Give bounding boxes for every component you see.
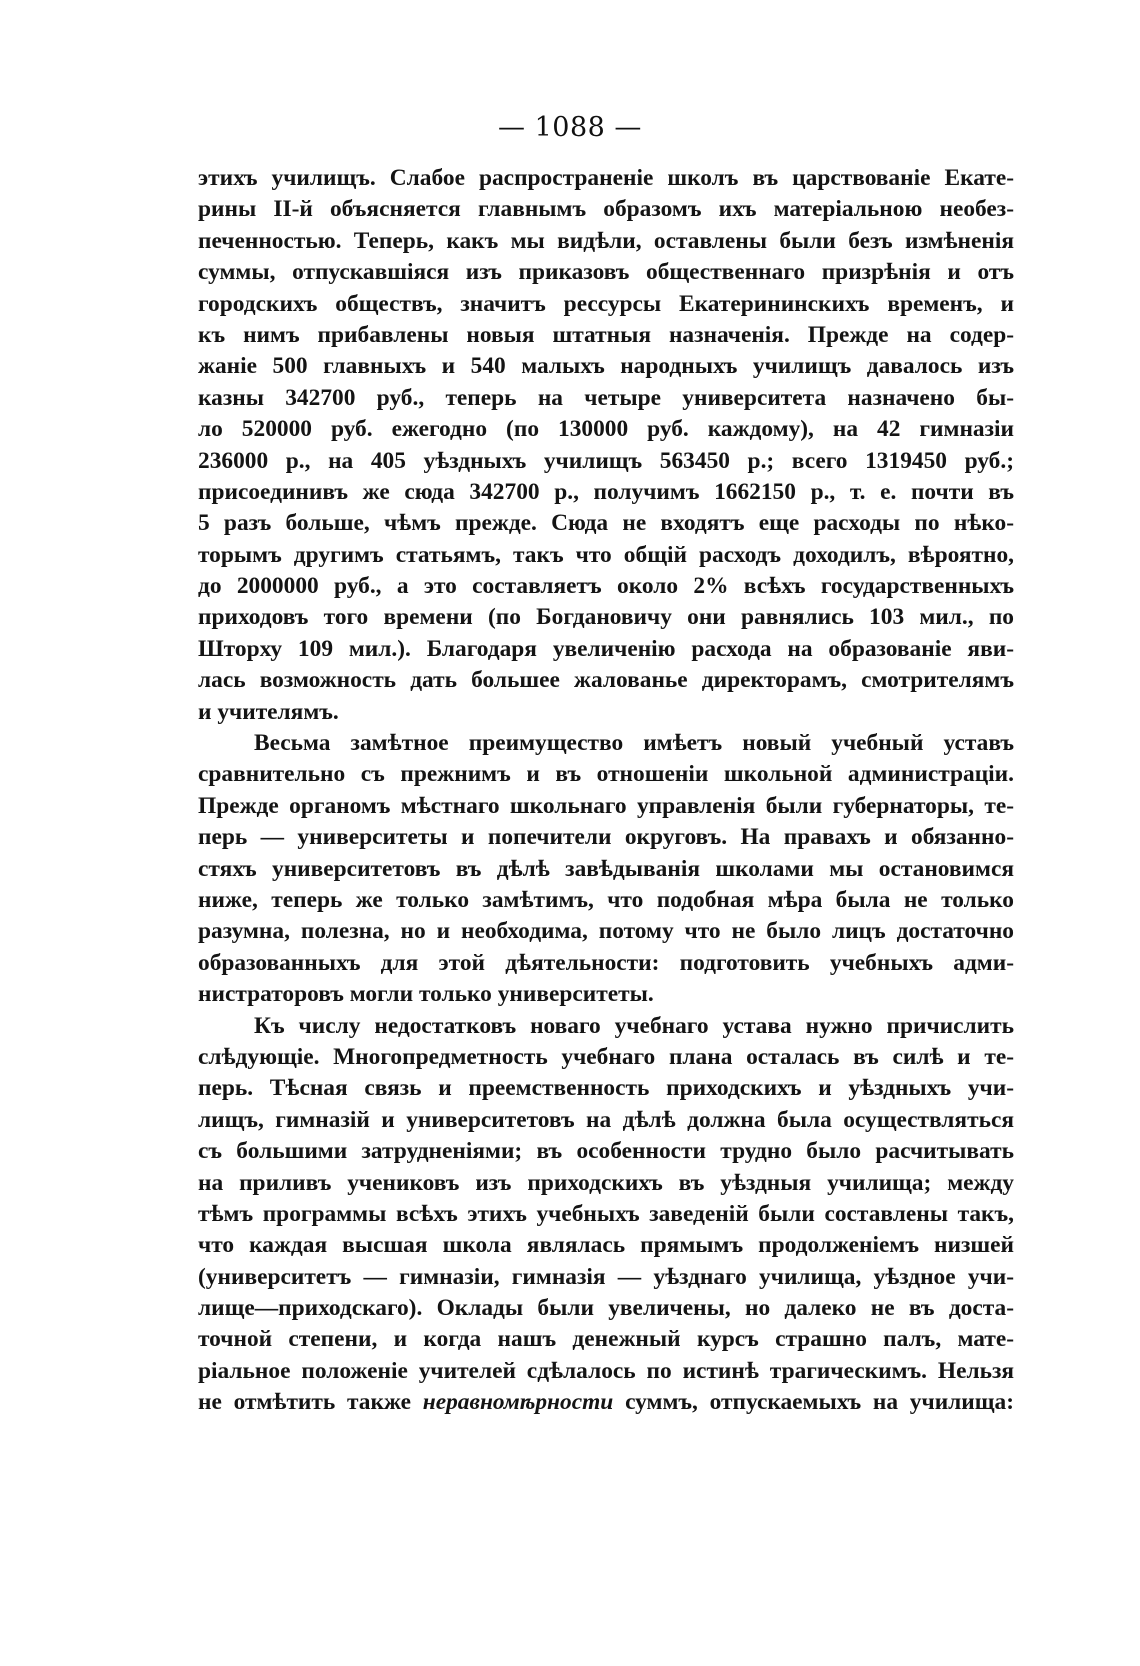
text-line: ріальное положеніе учителей сдѣлалось по истинѣ трагическимъ. Нельзя bbox=[198, 1357, 1014, 1384]
body-text bbox=[198, 163, 1014, 1419]
text-line: Весьма замѣтное преимущество имѣетъ новый учебный уставъ bbox=[254, 730, 1014, 757]
text-line: на приливъ учениковъ изъ приходскихъ въ уѣздныя училища; между bbox=[198, 1169, 1014, 1196]
text-line: торымъ другимъ статьямъ, такъ что общій расходъ доходилъ, вѣроятно, bbox=[198, 541, 1014, 568]
text-line: образованныхъ для этой дѣятельности: подготовить учебныхъ адми- bbox=[198, 949, 1014, 976]
text-line: приходовъ того времени (по Богдановичу они равнялись 103 мил., по bbox=[198, 604, 1014, 631]
text-fragment: суммъ, отпускаемыхъ на училища: bbox=[613, 1389, 1014, 1416]
text-line: казны 342700 руб., теперь на четыре университета назначено бы- bbox=[198, 384, 1014, 411]
paragraph-2 bbox=[198, 728, 1014, 1011]
text-line: слѣдующіе. Многопредметность учебнаго плана осталась въ силѣ и те- bbox=[198, 1043, 1014, 1070]
text-line: жаніе 500 главныхъ и 540 малыхъ народныхъ училищъ давалось изъ bbox=[198, 353, 1014, 380]
text-fragment: не отмѣтить также bbox=[198, 1389, 423, 1416]
text-line: сравнительно съ прежнимъ и въ отношеніи школьной администраціи. bbox=[198, 761, 1014, 788]
paragraph-1 bbox=[198, 163, 1014, 728]
text-line: суммы, отпускавшіяся изъ приказовъ общественнаго призрѣнія и отъ bbox=[198, 259, 1014, 286]
text-line: разумна, полезна, но и необходима, потому что не было лицъ достаточно bbox=[198, 918, 1014, 945]
text-line: лище—приходскаго). Оклады были увеличены, но далеко не въ доста- bbox=[198, 1295, 1014, 1322]
emphasized-word: неравномѣрности bbox=[422, 1389, 614, 1416]
text-line: перь. Тѣсная связь и преемственность приходскихъ и уѣздныхъ учи- bbox=[198, 1075, 1014, 1102]
text-line: 5 разъ больше, чѣмъ прежде. Сюда не входятъ еще расходы по нѣко- bbox=[198, 510, 1014, 537]
text-line: печенностью. Теперь, какъ мы видѣли, оставлены были безъ измѣненія bbox=[198, 227, 1014, 254]
text-line: городскихъ обществъ, значитъ рессурсы Екатерининскихъ временъ, и bbox=[198, 290, 1014, 317]
text-line: нистраторовъ могли только университеты. bbox=[198, 981, 654, 1008]
text-line: лищъ, гимназій и университетовъ на дѣлѣ должна была осуществляться bbox=[198, 1106, 1014, 1133]
text-line: тѣмъ программы всѣхъ этихъ учебныхъ заведеній были составлены такъ, bbox=[198, 1200, 1014, 1227]
text-line: Шторху 109 мил.). Благодаря увеличенію расхода на образованіе яви- bbox=[198, 635, 1014, 662]
text-line: съ большими затрудненіями; въ особенности трудно было расчитывать bbox=[198, 1138, 1014, 1165]
text-line: (университетъ — гимназіи, гимназія — уѣзднаго училища, уѣздное учи- bbox=[198, 1263, 1014, 1290]
text-line: и учителямъ. bbox=[198, 698, 339, 725]
text-line: рины II-й объясняется главнымъ образомъ ихъ матеріальною необез- bbox=[198, 196, 1014, 223]
text-line: до 2000000 руб., а это составляетъ около 2% всѣхъ государственныхъ bbox=[198, 573, 1014, 600]
text-line: стяхъ университетовъ въ дѣлѣ завѣдыванія школами мы остановимся bbox=[198, 855, 1014, 882]
text-line: ниже, теперь же только замѣтимъ, что подобная мѣра была не только bbox=[198, 886, 1014, 913]
text-line: ло 520000 руб. ежегодно (по 130000 руб. каждому), на 42 гимназіи bbox=[198, 416, 1014, 443]
paragraph-3 bbox=[198, 1011, 1014, 1419]
text-line: лась возможность дать большее жалованье директорамъ, смотрителямъ bbox=[198, 667, 1014, 694]
text-line: что каждая высшая школа являлась прямымъ продолженіемъ низшей bbox=[198, 1232, 1014, 1259]
text-line: этихъ училищъ. Слабое распространеніе школъ въ царствованіе Екате- bbox=[198, 165, 1014, 191]
text-line: присоединивъ же сюда 342700 р., получимъ 1662150 р., т. е. почти въ bbox=[198, 478, 1014, 505]
text-line: перь — университеты и попечители округовъ. На правахъ и обязанно- bbox=[198, 824, 1014, 851]
text-line: 236000 р., на 405 уѣздныхъ училищъ 563450 р.; всего 1319450 руб.; bbox=[198, 447, 1014, 474]
final-text-line bbox=[198, 1387, 1014, 1418]
text-line: Къ числу недостатковъ новаго учебнаго устава нужно причислить bbox=[254, 1012, 1014, 1039]
text-line: къ нимъ прибавлены новыя штатныя назначенія. Прежде на содер- bbox=[198, 321, 1014, 348]
text-line: Прежде органомъ мѣстнаго школьнаго управленія были губернаторы, те- bbox=[198, 792, 1014, 819]
page-number: — 1088 — bbox=[498, 112, 642, 143]
text-line: точной степени, и когда нашъ денежный курсъ страшно палъ, мате- bbox=[198, 1326, 1014, 1353]
